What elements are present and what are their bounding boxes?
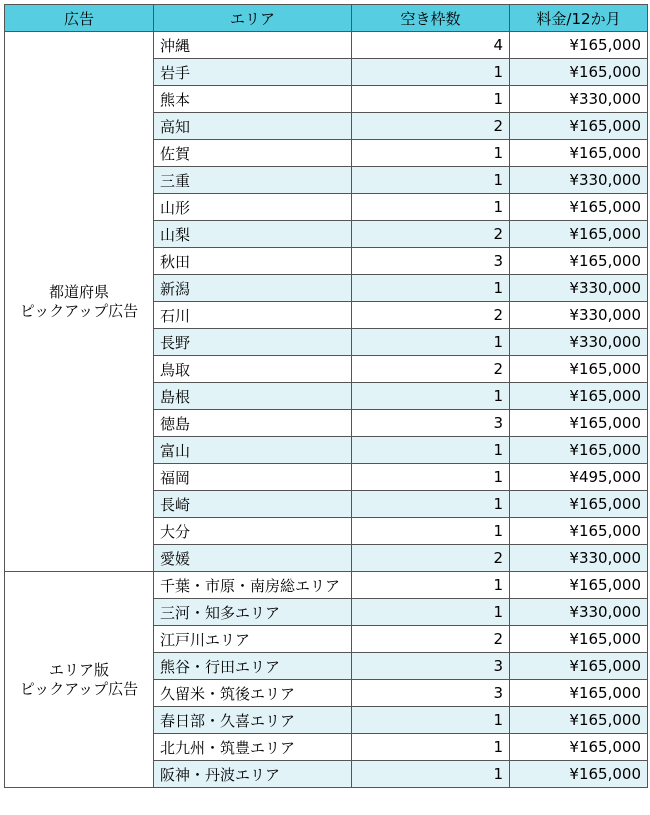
table-body — [5, 32, 648, 788]
slots-cell: 2 — [352, 113, 510, 140]
price-cell: ¥165,000 — [510, 194, 648, 221]
price-cell: ¥165,000 — [510, 761, 648, 788]
ad-category-label: ピックアップ広告 — [19, 301, 139, 320]
price-cell: ¥165,000 — [510, 113, 648, 140]
price-cell: ¥165,000 — [510, 248, 648, 275]
area-cell: 福岡 — [154, 464, 352, 491]
area-cell: 熊谷・行田エリア — [154, 653, 352, 680]
table-header-row — [5, 5, 648, 32]
area-cell: 熊本 — [154, 86, 352, 113]
area-cell: 山梨 — [154, 221, 352, 248]
ad-category-cell — [5, 32, 154, 572]
price-cell: ¥165,000 — [510, 59, 648, 86]
area-cell: 長崎 — [154, 491, 352, 518]
slots-cell: 1 — [352, 140, 510, 167]
area-cell: 徳島 — [154, 410, 352, 437]
header-area: エリア — [154, 5, 352, 32]
area-cell: 秋田 — [154, 248, 352, 275]
slots-cell: 2 — [352, 545, 510, 572]
price-cell: ¥165,000 — [510, 734, 648, 761]
price-cell: ¥330,000 — [510, 599, 648, 626]
price-cell: ¥165,000 — [510, 707, 648, 734]
area-cell: 佐賀 — [154, 140, 352, 167]
ad-category-label: 都道府県 — [48, 282, 109, 301]
area-cell: 久留米・筑後エリア — [154, 680, 352, 707]
slots-cell: 1 — [352, 167, 510, 194]
slots-cell: 1 — [352, 437, 510, 464]
slots-cell: 1 — [352, 194, 510, 221]
price-cell: ¥165,000 — [510, 491, 648, 518]
slots-cell: 1 — [352, 734, 510, 761]
area-cell: 沖縄 — [154, 32, 352, 59]
slots-cell: 1 — [352, 572, 510, 599]
slots-cell: 1 — [352, 707, 510, 734]
header-price: 料金/12か月 — [510, 5, 648, 32]
price-cell: ¥330,000 — [510, 86, 648, 113]
table-row — [5, 32, 648, 59]
slots-cell: 4 — [352, 32, 510, 59]
price-cell: ¥165,000 — [510, 626, 648, 653]
area-cell: 三重 — [154, 167, 352, 194]
slots-cell: 2 — [352, 302, 510, 329]
table-row — [5, 572, 648, 599]
area-cell: 鳥取 — [154, 356, 352, 383]
price-cell: ¥165,000 — [510, 356, 648, 383]
area-cell: 阪神・丹波エリア — [154, 761, 352, 788]
price-cell: ¥165,000 — [510, 518, 648, 545]
area-cell: 島根 — [154, 383, 352, 410]
slots-cell: 2 — [352, 221, 510, 248]
slots-cell: 2 — [352, 626, 510, 653]
slots-cell: 1 — [352, 59, 510, 86]
slots-cell: 1 — [352, 329, 510, 356]
price-cell: ¥330,000 — [510, 167, 648, 194]
area-cell: 春日部・久喜エリア — [154, 707, 352, 734]
slots-cell: 1 — [352, 761, 510, 788]
price-cell: ¥330,000 — [510, 329, 648, 356]
area-cell: 北九州・筑豊エリア — [154, 734, 352, 761]
price-cell: ¥165,000 — [510, 32, 648, 59]
price-cell: ¥330,000 — [510, 545, 648, 572]
area-cell: 三河・知多エリア — [154, 599, 352, 626]
header-ad: 広告 — [5, 5, 154, 32]
ad-category-label: エリア版 — [48, 660, 109, 679]
price-cell: ¥495,000 — [510, 464, 648, 491]
slots-cell: 1 — [352, 599, 510, 626]
area-cell: 新潟 — [154, 275, 352, 302]
area-cell: 岩手 — [154, 59, 352, 86]
slots-cell: 3 — [352, 680, 510, 707]
area-cell: 高知 — [154, 113, 352, 140]
area-cell: 千葉・市原・南房総エリア — [154, 572, 352, 599]
area-cell: 長野 — [154, 329, 352, 356]
price-cell: ¥165,000 — [510, 572, 648, 599]
price-cell: ¥165,000 — [510, 437, 648, 464]
area-cell: 山形 — [154, 194, 352, 221]
area-cell: 大分 — [154, 518, 352, 545]
price-cell: ¥165,000 — [510, 221, 648, 248]
ad-category-cell — [5, 572, 154, 788]
price-cell: ¥165,000 — [510, 140, 648, 167]
price-cell: ¥165,000 — [510, 653, 648, 680]
ad-slots-table — [4, 4, 648, 788]
ad-category-label: ピックアップ広告 — [19, 679, 139, 698]
price-cell: ¥165,000 — [510, 383, 648, 410]
slots-cell: 1 — [352, 86, 510, 113]
area-cell: 江戸川エリア — [154, 626, 352, 653]
slots-cell: 2 — [352, 356, 510, 383]
slots-cell: 3 — [352, 653, 510, 680]
area-cell: 石川 — [154, 302, 352, 329]
slots-cell: 1 — [352, 464, 510, 491]
price-cell: ¥165,000 — [510, 410, 648, 437]
price-cell: ¥330,000 — [510, 302, 648, 329]
slots-cell: 3 — [352, 248, 510, 275]
slots-cell: 1 — [352, 383, 510, 410]
header-slots: 空き枠数 — [352, 5, 510, 32]
area-cell: 富山 — [154, 437, 352, 464]
slots-cell: 1 — [352, 491, 510, 518]
slots-cell: 3 — [352, 410, 510, 437]
price-cell: ¥330,000 — [510, 275, 648, 302]
price-cell: ¥165,000 — [510, 680, 648, 707]
area-cell: 愛媛 — [154, 545, 352, 572]
slots-cell: 1 — [352, 518, 510, 545]
slots-cell: 1 — [352, 275, 510, 302]
